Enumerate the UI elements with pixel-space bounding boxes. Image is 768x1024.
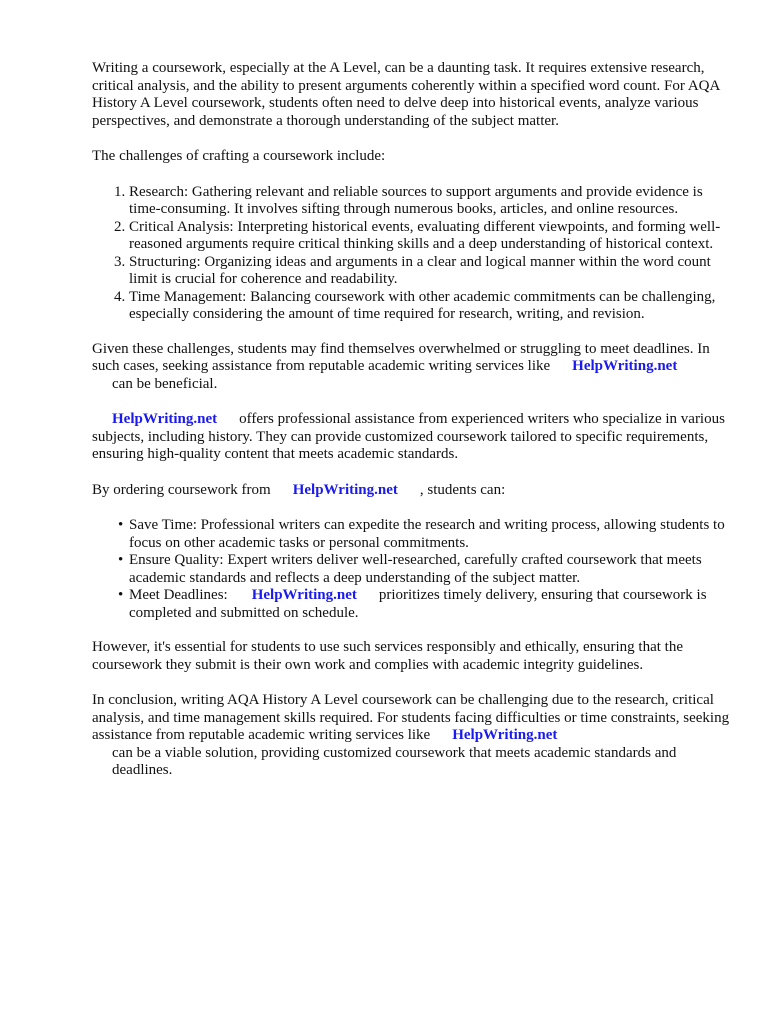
document-page: [92, 60, 730, 798]
ordering-paragraph: [92, 482, 730, 500]
conclusion-text: In conclusion, writing AQA History A Level coursework can be challenging due to the research, critical analysis, and time management skills required. For students facing difficulties or time constraints, seeking assistance from reputable academic writing services like: [92, 692, 730, 743]
challenges-heading: The challenges of crafting a coursework include:: [92, 148, 386, 164]
benefit-save-time: Save Time: Professional writers can expedite the research and writing process, allowing students to focus on other academic tasks or personal commitments.: [129, 517, 725, 551]
offers-text: offers professional assistance from experienced writers who specialize in various subjects, including history. They can provide customized coursework tailored to specific requirements, ensuring high-quality content that meets academic standards.: [92, 411, 725, 462]
conclusion-paragraph: [92, 692, 730, 780]
given-text: Given these challenges, students may find themselves overwhelmed or struggling to meet deadlines. In such cases, seeking assistance from reputable academic writing services like: [92, 340, 710, 374]
helpwriting-link[interactable]: HelpWriting.net: [292, 481, 398, 498]
list-item: 1. Research: Gathering relevant and reliable sources to support arguments and provide evidence is time-consuming. It involves sifting through numerous books, articles, and online resources.: [129, 184, 730, 219]
list-item: [118, 587, 730, 622]
list-item: [118, 517, 730, 552]
list-item: 3. Structuring: Organizing ideas and arguments in a clear and logical manner within the word count limit is crucial for coherence and readability.: [129, 254, 730, 289]
ordering-text: By ordering coursework from: [92, 481, 271, 498]
bullet-icon: •: [118, 552, 124, 568]
offers-paragraph: [92, 411, 730, 464]
benefits-list: [92, 517, 730, 622]
ordering-after-text: , students can:: [419, 481, 506, 498]
list-item: 2. Critical Analysis: Interpreting historical events, evaluating different viewpoints, and forming well-reasoned arguments require critical thinking skills and a deep understanding of historical context.: [129, 219, 730, 254]
challenges-list: [92, 184, 730, 324]
bullet-icon: •: [118, 517, 124, 533]
given-after-text: can be beneficial.: [112, 375, 218, 392]
given-paragraph: [92, 341, 730, 394]
conclusion-after-text: can be a viable solution, providing customized coursework that meets academic standards and deadlines.: [112, 744, 677, 778]
helpwriting-link[interactable]: HelpWriting.net: [251, 587, 357, 603]
benefit-ensure-quality: Ensure Quality: Expert writers deliver well-researched, carefully crafted coursework that meets academic standards and reflects a deep understanding of the subject matter.: [129, 552, 702, 586]
list-item: 4. Time Management: Balancing coursework with other academic commitments can be challenging, especially considering the amount of time required for research, writing, and revision.: [129, 289, 730, 324]
bullet-icon: •: [118, 587, 124, 603]
helpwriting-link[interactable]: HelpWriting.net: [452, 727, 558, 743]
helpwriting-link[interactable]: HelpWriting.net: [572, 358, 678, 374]
benefit-deadlines-label: Meet Deadlines:: [129, 587, 228, 603]
benefit-deadlines-text: prioritizes timely delivery, ensuring that coursework is completed and submitted on schedule.: [129, 587, 707, 621]
however-paragraph: However, it's essential for students to use such services responsibly and ethically, ensuring that the coursework they submit is their own work and complies with academic integrity guidelines.: [92, 639, 683, 673]
intro-paragraph: Writing a coursework, especially at the A Level, can be a daunting task. It requires extensive research, critical analysis, and the ability to present arguments coherently within a specified word count. For AQA History A Level coursework, students often need to delve deep into historical events, analyze various perspectives, and demonstrate a thorough understanding of the subject matter.: [92, 60, 720, 129]
list-item: [118, 552, 730, 587]
helpwriting-link[interactable]: HelpWriting.net: [112, 411, 218, 427]
